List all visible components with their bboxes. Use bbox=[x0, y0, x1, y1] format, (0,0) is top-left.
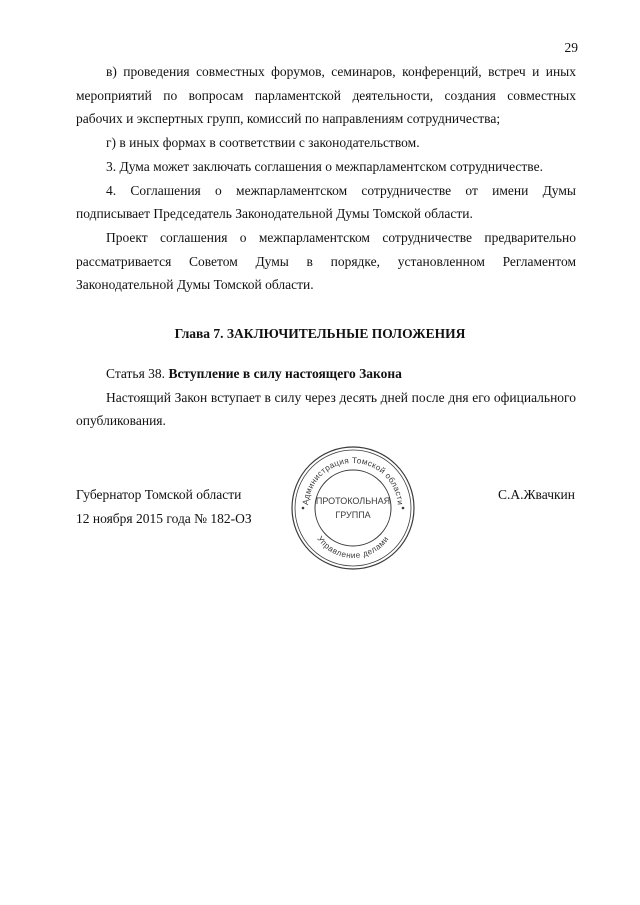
stamp-dot-right bbox=[402, 507, 405, 510]
paragraph-4: 4. Соглашения о межпарламентском сотрудничестве от имени Думы подписывает Председатель Законодательной Думы Томской области. bbox=[76, 182, 576, 222]
signatory-position: Губернатор Томской области bbox=[76, 487, 242, 502]
official-stamp bbox=[288, 443, 418, 573]
paragraph-project: Проект соглашения о межпарламентском сотрудничестве предварительно рассматривается Советом Думы в порядке, установленном Регламентом Законодательной Думы Томской области. bbox=[76, 229, 576, 293]
chapter-title: Глава 7. ЗАКЛЮЧИТЕЛЬНЫЕ ПОЛОЖЕНИЯ bbox=[174, 326, 466, 341]
stamp-center-line2: ГРУППА bbox=[335, 510, 371, 520]
signature-block bbox=[76, 483, 252, 531]
stamp-outer-ring-inner bbox=[295, 450, 411, 566]
article-heading bbox=[76, 362, 576, 386]
stamp-dot-left bbox=[302, 507, 305, 510]
paragraph-3: 3. Дума может заключать соглашения о межпарламентском сотрудничестве. bbox=[106, 158, 543, 174]
article-label: Статья 38. bbox=[106, 366, 166, 381]
stamp-center-line1: ПРОТОКОЛЬНАЯ bbox=[315, 496, 391, 506]
stamp-ring-top-text: Администрация Томской области bbox=[301, 455, 405, 506]
stamp-inner-ring bbox=[315, 470, 391, 546]
article-title: Вступление в силу настоящего Закона bbox=[168, 366, 402, 381]
law-date-number: 12 ноября 2015 года № 182-ОЗ bbox=[76, 511, 252, 526]
paragraph-v: в) проведения совместных форумов, семинаров, конференций, встреч и иных мероприятий по вопросам парламентской деятельности, создания совместных рабочих и экспертных групп, комиссий по направлениям сотрудничества; bbox=[76, 64, 576, 127]
page-number: 29 bbox=[564, 40, 578, 55]
signatory-name: С.А.Жвачкин bbox=[497, 487, 575, 502]
article-38 bbox=[76, 362, 576, 433]
stamp-ring-bottom-text: Управление делами bbox=[315, 534, 391, 561]
paragraph-g: г) в иных формах в соответствии с законодательством. bbox=[106, 135, 420, 151]
stamp-outer-ring bbox=[292, 447, 414, 569]
article-text: Настоящий Закон вступает в силу через десять дней после дня его официального опубликования. bbox=[76, 389, 576, 429]
body-text bbox=[76, 60, 576, 297]
